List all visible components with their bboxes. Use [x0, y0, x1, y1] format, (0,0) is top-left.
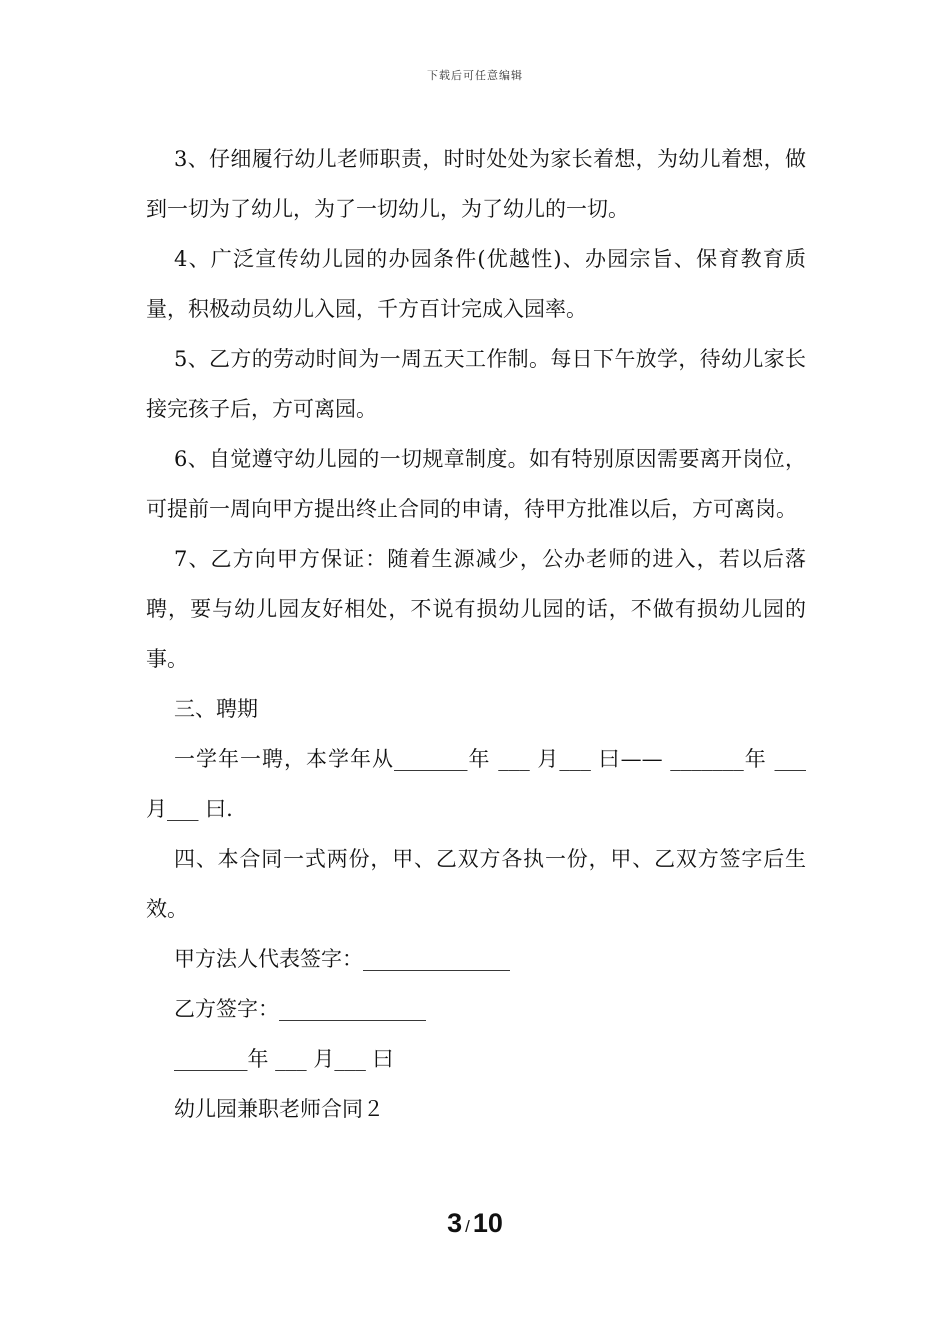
- next-contract-title: 幼儿园兼职老师合同２: [174, 1097, 384, 1121]
- document-body: [146, 134, 806, 1134]
- clause-6: 6、自觉遵守幼儿园的一切规章制度。如有特别原因需要离开岗位，可提前一周向甲方提出终止合同的申请，待甲方批准以后，方可离岗。: [146, 447, 806, 521]
- page-separator: /: [465, 1217, 470, 1236]
- section-copies: 四、本合同一式两份，甲、乙双方各执一份，甲、乙双方签字后生效。: [146, 847, 806, 921]
- party-a-signature-line: 甲方法人代表签字：______________: [174, 947, 510, 971]
- header-note: 下载后可任意编辑: [427, 69, 523, 82]
- section-heading-term: 三、聘期: [174, 697, 258, 721]
- date-line: _______年 ___ 月___ 曰: [174, 1047, 394, 1071]
- clause-7: 7、乙方向甲方保证：随着生源减少，公办老师的进入，若以后落聘，要与幼儿园友好相处，不说有损幼儿园的话，不做有损幼儿园的事。: [146, 547, 806, 671]
- current-page: 3: [447, 1208, 463, 1238]
- party-b-signature-line: 乙方签字：______________: [174, 997, 426, 1021]
- total-pages: 10: [472, 1208, 503, 1238]
- page-number: [0, 1208, 950, 1239]
- clause-5: 5、乙方的劳动时间为一周五天工作制。每日下午放学，待幼儿家长接完孩子后，方可离园。: [146, 347, 806, 421]
- clause-3: 3、仔细履行幼儿老师职责，时时处处为家长着想，为幼儿着想，做到一切为了幼儿，为了一切幼儿，为了幼儿的一切。: [146, 147, 806, 221]
- clause-4: 4、广泛宣传幼儿园的办园条件(优越性)、办园宗旨、保育教育质量，积极动员幼儿入园，千方百计完成入园率。: [146, 247, 806, 321]
- term-period: 一学年一聘，本学年从_______年 ___ 月___ 曰—— _______年 ___ 月___ 曰.: [146, 747, 806, 821]
